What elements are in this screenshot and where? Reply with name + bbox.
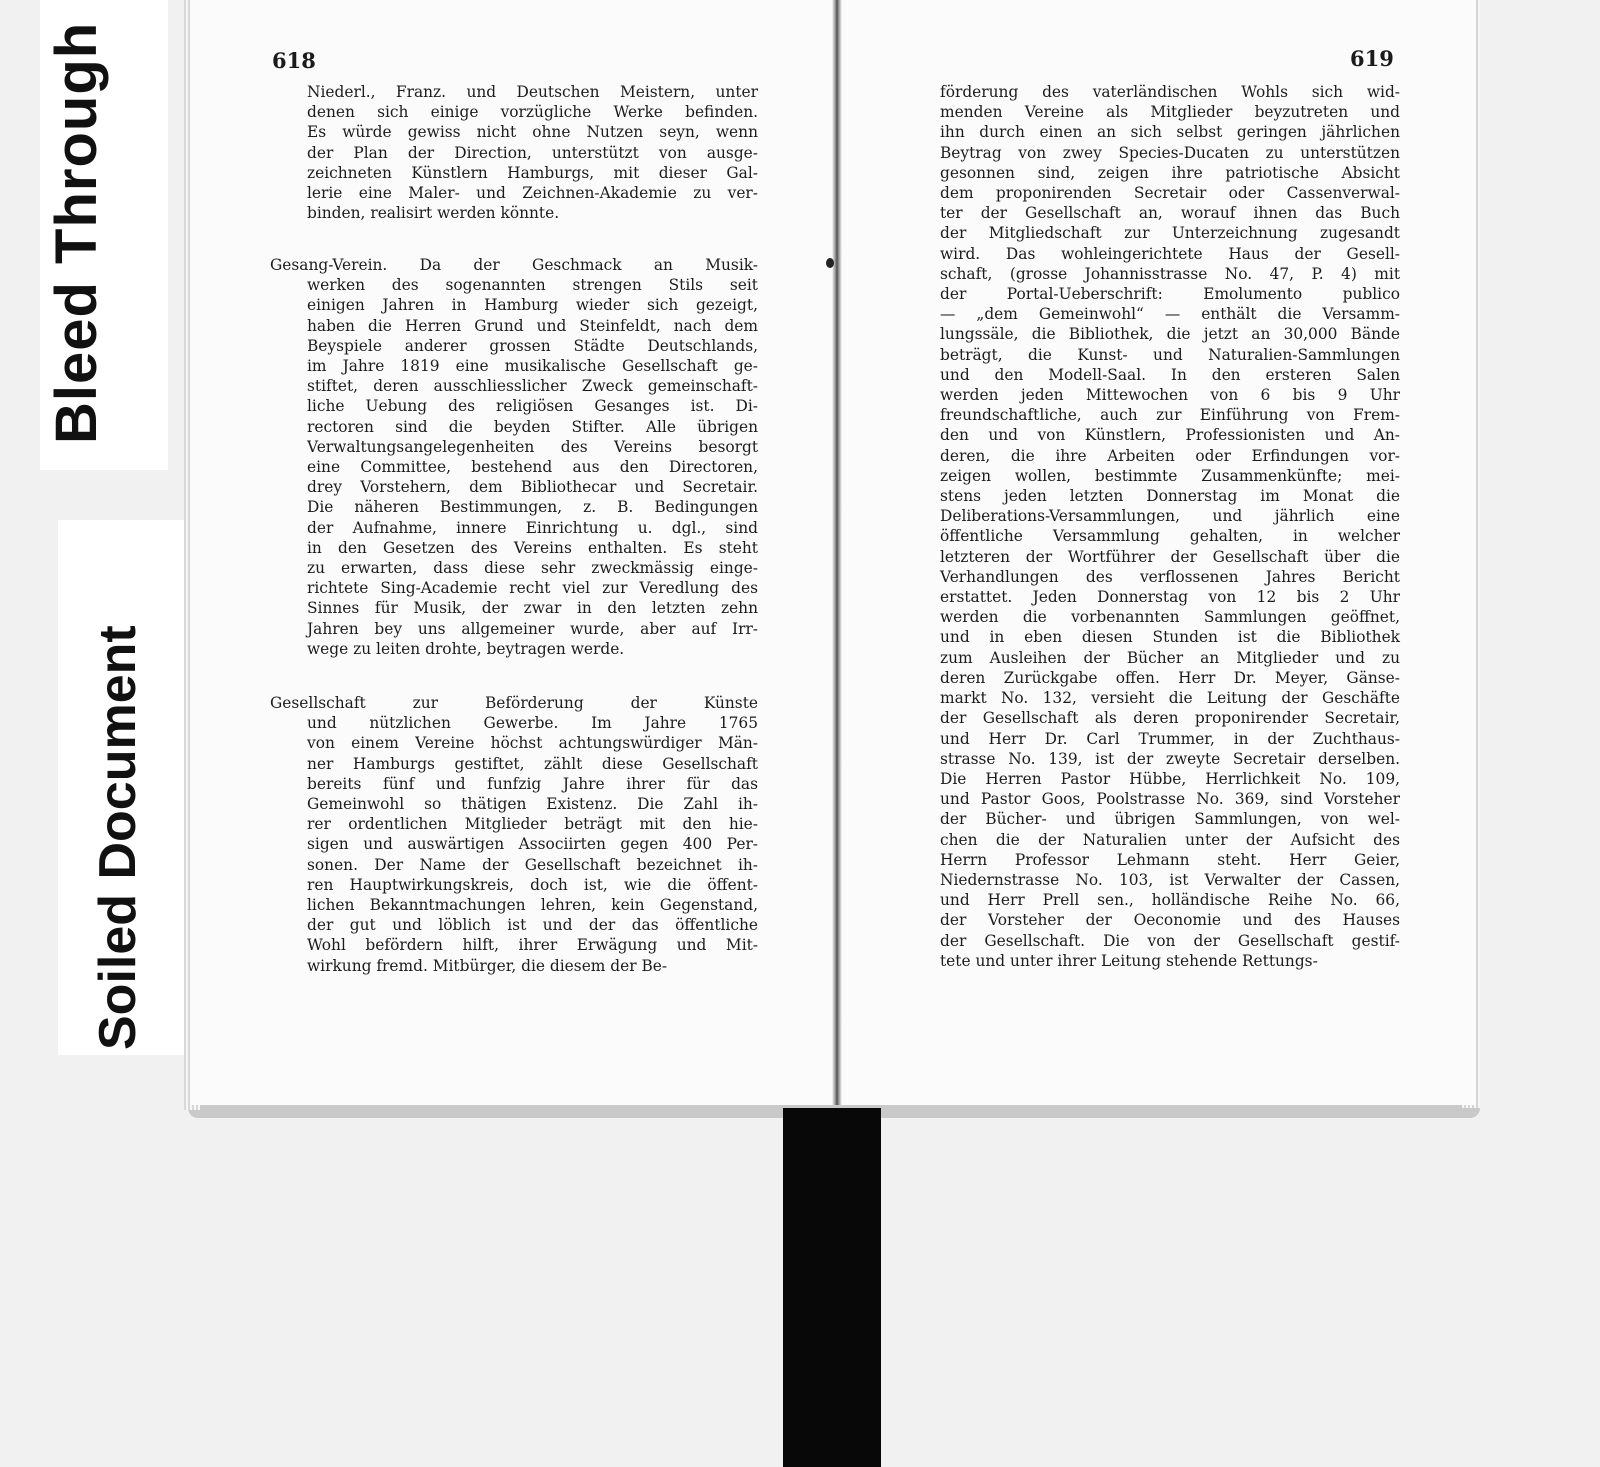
text-line: ren Hauptwirkungskreis, doch ist, wie die öffent-: [307, 875, 758, 894]
text-line: freundschaftliche, auch zur Einführung von Frem-: [940, 406, 1400, 425]
text-line: Verhandlungen des verflossenen Jahres Bericht: [940, 567, 1400, 586]
text-line: lungssäle, die Bibliothek, die jetzt an 30,000 Bände: [940, 325, 1400, 344]
text-line: Sinnes für Musik, der zwar in den letzten zehn: [307, 599, 758, 618]
text-line: denen sich einige vorzügliche Werke befinden.: [307, 103, 758, 122]
text-line: Deliberations-Versammlungen, und jährlich eine: [940, 507, 1400, 526]
text-line: deren Zurückgabe offen. Herr Dr. Meyer, Gänse-: [940, 668, 1400, 687]
text-line: gesonnen sind, zeigen ihre patriotische Absicht: [940, 163, 1400, 182]
text-line: in den Gesetzen des Vereins enthalten. Es steht: [307, 538, 758, 557]
text-line: zu erwarten, dass diese sehr zweckmässig einge-: [307, 559, 758, 578]
text-line: zeigen wollen, bestimmte Zusammenkünfte; mei-: [940, 466, 1400, 485]
text-line: Es würde gewiss nicht ohne Nutzen seyn, wenn: [307, 123, 758, 142]
text-line: zum Ausleihen der Bücher an Mitglieder und zu: [940, 648, 1400, 667]
bookmark-ribbon: [783, 1108, 881, 1467]
text-line: wirkung fremd. Mitbürger, die diesem der Be-: [307, 956, 668, 975]
text-line: menden Vereine als Mitglieder beyzutreten und: [940, 103, 1400, 122]
bleed-through-label: Bleed Through: [44, 21, 109, 444]
gutter-mark: [826, 258, 834, 268]
text-line: rer ordentlichen Mitglieder beträgt mit den hie-: [307, 815, 758, 834]
text-line: tete und unter ihrer Leitung stehende Rettungs-: [940, 951, 1318, 970]
text-line: Niedernstrasse No. 103, ist Verwalter der Cassen,: [940, 870, 1400, 889]
text-line: der Vorsteher der Oeconomie und des Hauses: [940, 911, 1400, 930]
text-line: ner Hamburgs gestiftet, zählt diese Gesellschaft: [307, 754, 758, 773]
text-line: Beyspiele anderer grossen Städte Deutschlands,: [307, 336, 758, 355]
text-line: Gemeinwohl so thätigen Existenz. Die Zahl ih-: [307, 795, 758, 814]
text-line: Wohl befördern hilft, ihrer Erwägung und Mit-: [307, 936, 758, 955]
text-line: Gesang-Verein. Da der Geschmack an Musik-: [270, 256, 758, 274]
text-line: von einem Vereine höchst achtungswürdiger Män-: [307, 734, 758, 753]
text-line: der gut und löblich ist und der das öffentliche: [307, 916, 758, 935]
text-line: Herrn Professor Lehmann steht. Herr Geier,: [940, 850, 1400, 869]
text-line: lichen Bekanntmachungen lehren, kein Gegenstand,: [307, 896, 758, 915]
text-line: stiftet, deren ausschliesslicher Zweck gemeinschaft-: [307, 377, 758, 396]
text-line: stens jeden letzten Donnerstag im Monat die: [940, 487, 1400, 506]
text-line: ihn durch einen an sich selbst geringen jährlichen: [940, 123, 1400, 142]
text-line: den und von Künstlern, Professionisten und An-: [940, 426, 1400, 445]
text-line: Jahren bey uns allgemeiner wurde, aber auf Irr-: [307, 619, 758, 638]
text-line: wege zu leiten drohte, beytragen werde.: [307, 639, 625, 658]
text-line: einigen Jahren in Hamburg wieder sich gezeigt,: [307, 296, 758, 315]
text-line: werden die vorbenannten Sammlungen geöffnet,: [940, 608, 1400, 627]
page-number-left: 618: [272, 48, 316, 73]
text-line: liche Uebung des religiösen Gesanges ist. Di-: [307, 397, 758, 416]
text-line: chen die der Naturalien unter der Aufsicht des: [940, 830, 1400, 849]
text-line: werken des sogenannten strengen Stils seit: [307, 276, 758, 295]
text-line: und Herr Dr. Carl Trummer, in der Zuchthaus-: [940, 729, 1400, 748]
text-line: und den Modell-Saal. In den ersteren Salen: [940, 365, 1400, 384]
left-paragraph-1: [270, 82, 758, 223]
text-line: werden jeden Mittewochen von 6 bis 9 Uhr: [940, 386, 1400, 405]
text-line: sigen und auswärtigen Associirten gegen 400 Per-: [307, 835, 758, 854]
text-line: deren, die ihre Arbeiten oder Erfindungen vor-: [940, 446, 1400, 465]
text-line: drey Vorstehern, dem Bibliothecar und Secretair.: [307, 478, 758, 497]
text-line: Beytrag von zwey Species-Ducaten zu unterstützen: [940, 143, 1400, 162]
text-line: rectoren sind die beyden Stifter. Alle übrigen: [307, 417, 758, 436]
text-line: Verwaltungsangelegenheiten des Vereins besorgt: [307, 437, 758, 456]
text-line: und Herr Prell sen., holländische Reihe No. 66,: [940, 891, 1400, 910]
text-line: haben die Herren Grund und Steinfeldt, nach dem: [307, 316, 758, 335]
text-line: der Mitgliedschaft zur Unterzeichnung zugesandt: [940, 224, 1400, 243]
text-line: markt No. 132, versieht die Leitung der Geschäfte: [940, 689, 1400, 708]
text-line: letzteren der Wortführer der Gesellschaft über die: [940, 547, 1400, 566]
text-line: förderung des vaterländischen Wohls sich wid-: [940, 83, 1400, 101]
text-line: ter der Gesellschaft an, worauf ihnen das Buch: [940, 204, 1400, 223]
text-line: eine Committee, bestehend aus den Directoren,: [307, 458, 758, 477]
text-line: öffentliche Versammlung gehalten, in welcher: [940, 527, 1400, 546]
text-line: der Portal-Ueberschrift: Emolumento publico: [940, 285, 1400, 304]
text-line: zeichneten Künstlern Hamburgs, mit dieser Gal-: [307, 163, 758, 182]
text-line: dem proponirenden Secretair oder Cassenverwal-: [940, 184, 1400, 203]
text-line: der Bücher- und übrigen Sammlungen, von wel-: [940, 810, 1400, 829]
text-line: wird. Das wohleingerichtete Haus der Gesell-: [940, 244, 1400, 263]
text-line: sonen. Der Name der Gesellschaft bezeichnet ih-: [307, 855, 758, 874]
page-number-right: 619: [1350, 46, 1394, 71]
left-paragraph-gesellschaft: [270, 693, 758, 976]
text-line: Niederl., Franz. und Deutschen Meistern, unter: [307, 83, 758, 101]
text-line: der Gesellschaft als deren proponirender Secretair,: [940, 709, 1400, 728]
text-line: Gesellschaft zur Beförderung der Künste: [270, 694, 758, 712]
text-line: Die näheren Bestimmungen, z. B. Bedingungen: [307, 498, 758, 517]
text-line: erstattet. Jeden Donnerstag von 12 bis 2 Uhr: [940, 588, 1400, 607]
text-line: schaft, (grosse Johannisstrasse No. 47, P. 4) mit: [940, 264, 1400, 283]
text-line: richtete Sing-Academie recht viel zur Veredlung des: [307, 579, 758, 598]
text-line: binden, realisirt werden könnte.: [307, 204, 560, 223]
text-line: und in eben diesen Stunden ist die Bibliothek: [940, 628, 1400, 647]
soiled-document-label: Soiled Document: [89, 625, 147, 1050]
text-line: der Gesellschaft. Die von der Gesellschaft gestif-: [940, 931, 1400, 950]
text-line: der Aufnahme, innere Einrichtung u. dgl., sind: [307, 518, 758, 537]
text-line: strasse No. 139, ist der zweyte Secretair derselben.: [940, 749, 1400, 768]
book-gutter: [832, 0, 842, 1105]
text-line: lerie eine Maler- und Zeichnen-Akademie zu ver-: [307, 184, 758, 203]
text-line: Die Herren Pastor Hübbe, Herrlichkeit No. 109,: [940, 769, 1400, 788]
text-line: beträgt, die Kunst- und Naturalien-Sammlungen: [940, 345, 1400, 364]
text-line: im Jahre 1819 eine musikalische Gesellschaft ge-: [307, 357, 758, 376]
text-line: und nützlichen Gewerbe. Im Jahre 1765: [307, 714, 758, 733]
text-line: bereits fünf und funfzig Jahre ihrer für das: [307, 774, 758, 793]
right-page-text: [940, 82, 1400, 971]
text-line: und Pastor Goos, Poolstrasse No. 369, sind Vorsteher: [940, 790, 1400, 809]
left-paragraph-gesang-verein: [270, 255, 758, 659]
text-line: — „dem Gemeinwohl“ — enthält die Versamm-: [940, 305, 1400, 324]
text-line: der Plan der Direction, unterstützt von ausge-: [307, 143, 758, 162]
